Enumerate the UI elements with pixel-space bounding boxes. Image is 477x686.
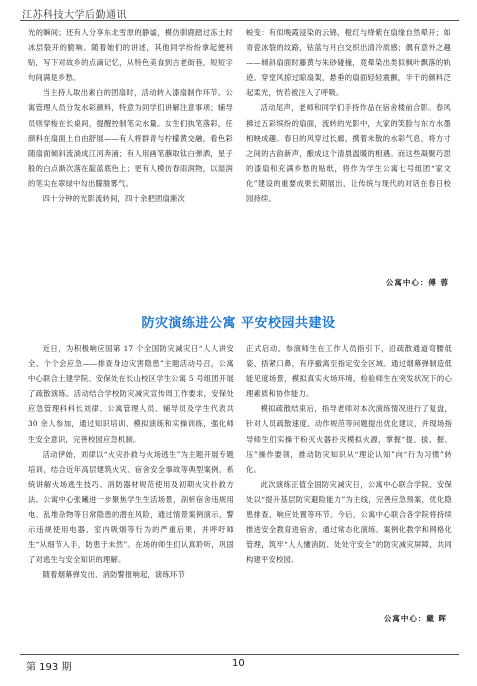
paragraph: 光的瞬间；还有人分享东北雪原的静谧，模仿驯鹿踏过冻土时冰层裂开的脆响。随着她们的讲述，其他同学纷纷拿起便利贴，写下对故乡的点滴记忆，从特色美食到古老街巷，短短字句间满是乡愁。	[28, 28, 233, 83]
main-article-left-column	[28, 341, 234, 641]
paragraph: 蜕变：有似晚霞浸染的云锦，橙红与绛紫在扇缘自然晕开；如青瓷冰裂的纹路，钴蓝与月白交织出清冷质感；偶有意外之趣——倾斜扇面时藤黄与朱砂碰撞，竟晕染出类似枫叶飘落的轨迹。穿堂风掠过晾扇架，悬垂的扇面轻轻震颤，半干的颜料泛起柔光，恍若被注入了呼吸。	[246, 28, 451, 98]
paragraph: 模拟疏散结束后，指导老师对本次演练情况进行了复盘，针对人员疏散速度、动作规范等问题提出优化建议，并现场指导师生们实操干粉灭火器扑灭模拟火源，掌握“提、拔、握、压”操作要领，推动防灾知识从“理论认知”向“行为习惯”转化。	[246, 404, 452, 474]
paragraph: 正式启动。参演师生在工作人员指引下，沿疏散通道弯腰低姿、捂紧口鼻，有序撤离至指定安全区域。通过烟幕弹制造低能见度场景，模拟真实火场环境，检验师生在突发状况下的心理素质和协作能力。	[246, 344, 452, 399]
main-article-right-column	[246, 341, 452, 611]
paragraph: 此次演练正值全国防灾减灾日，公寓中心联合学院、安保处以“提升基层防灾避险能力”为主线，完善应急预案，优化隐患排查、响应处置等环节。今后，公寓中心联合各学院将持续推进安全教育进宿舍，通过常态化演练、案例化教学和网格化管理，筑牢“人人懂消防、处处守安全”的防灾减灾屏障，共同构建平安校园。	[246, 479, 452, 565]
footer-divider	[20, 654, 459, 655]
top-article-byline: 公寓中心：傅 蓉	[385, 278, 449, 287]
main-article-byline: 公寓中心：戴 晖	[383, 614, 447, 623]
article-title: 防灾演练进公寓 平安校园共建设	[141, 316, 336, 331]
header-divider	[20, 20, 459, 21]
paragraph: 近日，为积极响应国第 17 个全国防灾减灾日“人人讲安全、个个会应急——排查身边灾害隐患”主题活动号召，公寓中心联合土建学院、安保处在长山校区学生公寓 5 号组团开展了疏散演练。活动结合学校防灾减灾宣传周工作要求，安保处应急管理科科长刘律、公寓管理人员、辅导员及学生代表共 30 余人参加，通过知识培训、模拟演练和实操训练，强化师生安全意识，完善校园应急机制。	[28, 344, 234, 444]
paragraph: 随着烟幕弹发出、消防警报响起，演练环节	[42, 570, 186, 580]
paragraph: 当主持人取出素白的团扇时，活动转入漆扇制作环节。公寓管理人员分发水彩颜料，特意为同学们讲解注意事项；辅导员则穿梭在长桌间，提醒控制笔尖水量。女生们执笔落彩，任颜料在扇面上自由舒展——有人将群青与柠檬黄交融，看色彩随扇面倾斜流淌成江河奔涌；有人用画笔蘸取钛白弹洒，星子般的白点渐次落在靛蓝底色上；更有人模仿春雨润物，以湿润的笔尖在翠绿中勾出朦胧雾气。	[28, 88, 233, 188]
top-article-right-column	[246, 25, 451, 285]
newsletter-header: 江苏科技大学后勤通讯	[22, 10, 127, 21]
paragraph: 活动伊始，刘律以“火灾扑救与火场逃生”为主题开展专题培训，结合近年高层建筑火灾、宿舍安全事故等典型案例，系统讲解火场逃生技巧、消防器材规范使用及初期火灾扑救方法。公寓中心张曦进一步聚焦学生生活场景，剖析宿舍违规用电、乱堆杂物等日常隐患的潜在风险，通过情景案例演示，警示违规使用电器、室内吸烟等行为的严重后果，并呼吁师生“从细节入手，防患于未然”。在场的师生们认真聆听，巩固了对逃生与安全知识的理解。	[28, 449, 234, 565]
top-article-left-column	[28, 25, 233, 287]
paragraph: 四十分钟的光影流转间，四十余把团扇渐次	[42, 194, 186, 204]
issue-number: 第 193 期	[26, 662, 72, 673]
paragraph: 活动尾声，老师和同学们手持作品在宿舍楼前合影。春风拂过五彩缤纷的扇面，流转的光影中，大家的笑脸与东方水墨相映成趣。春日的风穿过长廊，携着未散的水彩气息，将方寸之间的古韵新声，酿成这个清晨温暖的相遇。而这些凝聚巧思的漆扇和充满乡愁的贴纸，将作为学生公寓七号组团“家文化”建设的重要成果长期展出，让传统与现代的对话在春日校园持续。	[246, 103, 451, 204]
page-number: 10	[232, 658, 245, 669]
